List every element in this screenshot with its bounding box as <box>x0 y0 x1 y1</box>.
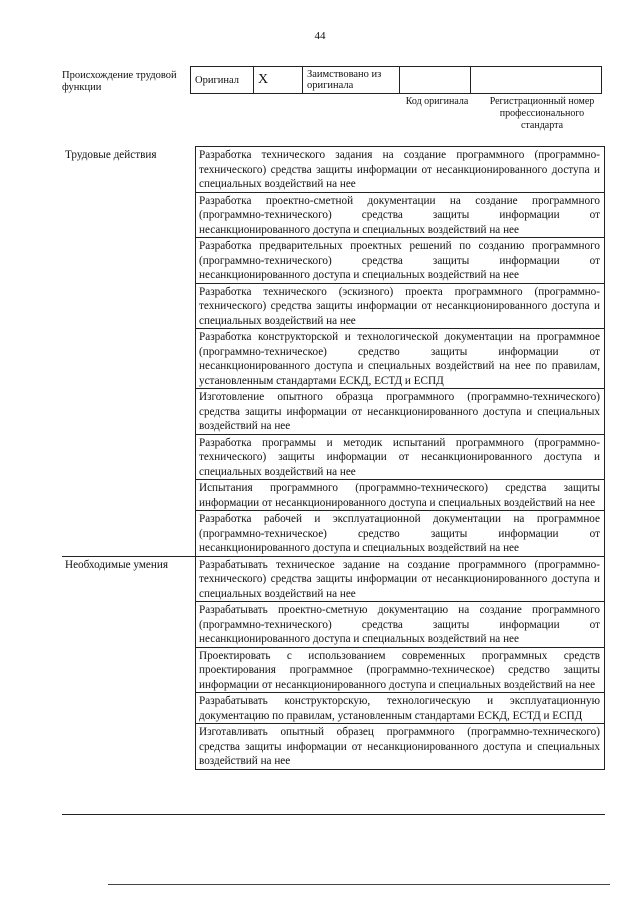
reg-number-cell <box>471 67 602 94</box>
category-spacer <box>62 329 196 389</box>
category-spacer <box>62 480 196 511</box>
category-spacer <box>62 434 196 480</box>
table-cell: Разрабатывать проектно-сметную документацию на создание программного (программно-технического) средства защиты информации от несанкционированного доступа и специальных воздействий на нее <box>196 602 605 648</box>
table-cell: Разработка технического задания на создание программного (программно-технического) средства защиты информации от несанкционированного доступа и специальных воздействий на нее <box>196 147 605 193</box>
table-cell: Разработка рабочей и эксплуатационной документации на программное (программно-техническое) средство защиты информации от несанкционированного доступа и специальных воздействий на нее <box>196 511 605 557</box>
table-cell: Испытания программного (программно-технического) средства защиты информации от несанкционированного доступа и специальных воздействий на нее <box>196 480 605 511</box>
labor-function-table <box>62 146 605 770</box>
category-spacer <box>62 283 196 329</box>
category-spacer <box>62 192 196 238</box>
page-number: 44 <box>314 30 326 42</box>
table-row <box>62 724 605 770</box>
table-cell: Разработка конструкторской и технологической документации на программное (программно-техническое) средство защиты информации от несанкционированного доступа и специальных воздействий на нее по правилам, установленным стандартами ЕСКД, ЕСТД и ЕСПД <box>196 329 605 389</box>
category-spacer <box>62 389 196 435</box>
table-row <box>62 192 605 238</box>
table-row <box>62 238 605 284</box>
category-label: Необходимые умения <box>62 556 196 602</box>
table-row <box>62 389 605 435</box>
category-spacer <box>62 647 196 693</box>
table-cell: Изготовление опытного образца программного (программно-технического) средства защиты информации от несанкционированного доступа и специальных воздействий на нее <box>196 389 605 435</box>
original-cell: Оригинал <box>191 67 254 94</box>
table-row <box>62 556 605 602</box>
category-spacer <box>62 238 196 284</box>
origin-label: Происхождение трудовой функции <box>62 70 177 93</box>
category-spacer <box>62 693 196 724</box>
table-cell: Разработка предварительных проектных решений по созданию программного (программно-технического) средства защиты информации от несанкционированного доступа и специальных воздействий на нее <box>196 238 605 284</box>
table-cell: Разрабатывать конструкторскую, технологическую и эксплуатационную документацию по правилам, установленным стандартами ЕСКД, ЕСТД и ЕСПД <box>196 693 605 724</box>
table-row <box>62 511 605 557</box>
table-cell: Разрабатывать техническое задание на создание программного (программно-технического) средства защиты информации от несанкционированного доступа и специальных воздействий на нее <box>196 556 605 602</box>
table-row <box>62 329 605 389</box>
original-mark: X <box>254 67 303 94</box>
table-bottom-rule <box>62 814 605 815</box>
borrowed-cell: Заимствовано из оригинала <box>303 67 400 94</box>
origin-table <box>190 66 602 94</box>
category-spacer <box>62 724 196 770</box>
table-cell: Разработка технического (эскизного) проекта программного (программно-технического) средства защиты информации от несанкционированного доступа и специальных воздействий на нее <box>196 283 605 329</box>
table-row <box>62 480 605 511</box>
table-row <box>62 283 605 329</box>
table-cell: Разработка проектно-сметной документации на создание программного (программно-технического) средства защиты информации от несанкционированного доступа и специальных воздействий на нее <box>196 192 605 238</box>
category-spacer <box>62 511 196 557</box>
table-row <box>62 693 605 724</box>
reg-number-caption: Регистрационный номер профессионального стандарта <box>489 96 595 131</box>
table-cell: Разработка программы и методик испытаний программного (программно-технического) защиты информации от несанкционированного доступа и специальных воздействий на нее <box>196 434 605 480</box>
code-caption: Код оригинала <box>405 96 469 107</box>
category-label: Трудовые действия <box>62 147 196 193</box>
table-row <box>62 147 605 193</box>
scan-edge-line <box>108 884 610 885</box>
code-cell <box>400 67 471 94</box>
table-cell: Проектировать с использованием современных программных средств проектирования программное (программно-техническое) средство защиты информации от несанкционированного доступа и специальных воздействий на нее <box>196 647 605 693</box>
category-spacer <box>62 602 196 648</box>
table-row <box>62 647 605 693</box>
table-cell: Изготавливать опытный образец программного (программно-технического) средства защиты информации от несанкционированного доступа и специальных воздействий на нее <box>196 724 605 770</box>
table-row <box>62 602 605 648</box>
table-row <box>62 434 605 480</box>
